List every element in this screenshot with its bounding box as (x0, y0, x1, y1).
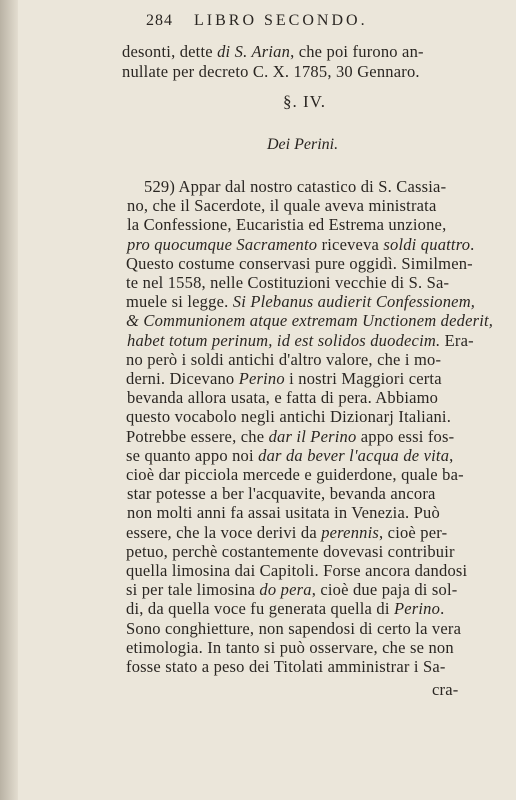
text-line (126, 638, 454, 658)
running-title: LIBRO SECONDO. (194, 12, 368, 29)
italic-text: habet totum perinum, id est solidos duodecim. (127, 330, 441, 350)
text-line (127, 331, 474, 351)
text-run: , cioè due paja di sol- (311, 580, 458, 600)
text-run: se quanto appo noi (126, 445, 259, 465)
text-run: star potesse a ber l'acquavite, bevanda ancora (127, 484, 436, 504)
text-run: , cioè per- (379, 522, 448, 542)
text-run: essere, che la voce derivi da (126, 522, 322, 542)
italic-text: Perino (393, 599, 441, 619)
italic-text: dar il Perino (268, 426, 357, 446)
italic-text: & Communionem atque extremam Unctionem dederit, (126, 311, 494, 331)
text-run: muele si legge. (126, 292, 233, 312)
text-line (127, 215, 446, 235)
text-run: 529) Appar dal nostro catastico di S. Cassia- (144, 177, 447, 196)
text-line (127, 503, 440, 523)
text-run: te nel 1558, nelle Costituzioni vecchie di S. Sa- (126, 273, 450, 292)
text-run: questo vocabolo negli antichi Dizionarj Italiani. (126, 407, 452, 427)
text-line (127, 235, 475, 255)
text-run: nullate per decreto C. X. 1785, 30 Gennaro. (122, 62, 420, 81)
text-run: petuo, perchè costantemente dovevasi contribuir (126, 541, 455, 561)
section-subtitle: Dei Perini. (267, 136, 339, 153)
italic-text: soldi quattro (383, 234, 471, 254)
text-line (126, 369, 442, 389)
text-run: cioè dar picciola mercede e guiderdone, quale ba- (126, 465, 464, 484)
text-run: si per tale limosina (126, 580, 260, 600)
italic-text: dar da bever l'acqua de vita (258, 445, 450, 465)
text-line (126, 292, 475, 312)
text-line (126, 446, 454, 466)
text-line (126, 657, 446, 677)
text-line (127, 388, 438, 408)
text-run: , (449, 445, 454, 465)
text-line (126, 580, 457, 600)
text-line (126, 619, 461, 639)
text-run: bevanda allora usata, e fatta di pera. Abbiamo (127, 388, 439, 408)
text-run: appo essi fos- (356, 426, 455, 446)
italic-text: pro quocumque Sacramento (127, 234, 318, 254)
text-run: Questo costume conservasi pure oggidì. Similmen- (126, 253, 473, 273)
text-run: Sono conghietture, non sapendosi di certo la vera (126, 618, 462, 638)
text-run: di, da quella voce fu generata quella di (126, 599, 394, 619)
text-run: i nostri Maggiori certa (284, 369, 442, 388)
text-line (126, 599, 444, 619)
catchword: cra- (432, 680, 459, 699)
italic-text: do pera (259, 580, 312, 600)
italic-text: di S. Arian (217, 42, 291, 61)
text-line (127, 196, 437, 216)
italic-text: Si Plebanus audierit Confessionem, (232, 292, 476, 312)
text-run: quella limosina dai Capitoli. Forse ancora dandosi (126, 561, 468, 580)
text-run: . (440, 599, 445, 619)
text-line (126, 561, 467, 581)
text-line (144, 177, 446, 197)
text-run: no, che il Sacerdote, il quale aveva ministrata (127, 196, 437, 216)
text-run: la Confessione, Eucaristia ed Estrema unzione, (127, 215, 447, 235)
text-line (126, 254, 473, 274)
text-line (126, 273, 449, 293)
text-line (126, 523, 447, 543)
text-line (126, 407, 451, 427)
text-run: riceveva (317, 234, 384, 254)
running-header (146, 12, 368, 30)
text-run: etimologia. In tanto si può osservare, che se non (126, 637, 454, 657)
page-number: 284 (146, 12, 173, 29)
text-line (126, 311, 493, 331)
section-heading: §. IV. (283, 92, 326, 111)
text-line (127, 484, 436, 504)
text-run: fosse stato a peso dei Titolati amministrar i Sa- (126, 657, 446, 676)
text-run: Era- (440, 330, 474, 350)
text-run: . (470, 234, 475, 254)
text-line (126, 350, 441, 370)
text-run: derni. Dicevano (126, 369, 239, 388)
italic-text: Perino (238, 369, 285, 388)
text-run: Potrebbe essere, che (126, 426, 269, 446)
text-run: non molti anni fa assai usitata in Venezia. Può (127, 503, 440, 523)
text-run: no però i soldi antichi d'altro valore, che i mo- (126, 349, 442, 369)
text-line (126, 427, 454, 447)
text-line (126, 542, 455, 562)
intro-line (122, 42, 424, 62)
text-run: desonti, dette (122, 42, 218, 61)
italic-text: perennis (321, 522, 380, 542)
text-run: , che poi furono an- (290, 42, 424, 61)
page-gutter-shadow (0, 0, 18, 800)
text-line (126, 465, 464, 485)
intro-line (122, 62, 420, 82)
